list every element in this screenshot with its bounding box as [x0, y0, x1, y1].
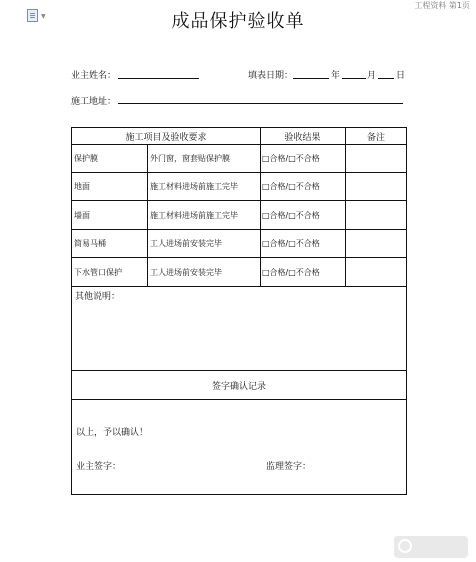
row-item: 墙面	[74, 211, 90, 220]
fill-date-label: 填表日期：	[248, 71, 294, 81]
row-requirement: 工人进场前安装完毕	[150, 268, 222, 277]
other-notes-label: 其他说明：	[75, 292, 121, 302]
header-result: 验收结果	[284, 133, 321, 143]
row-result-checkbox[interactable]: □合格/□不合格	[262, 211, 320, 220]
header-item-requirement: 施工项目及验收要求	[125, 133, 207, 143]
day-field[interactable]	[378, 78, 394, 79]
header-remark: 备注	[366, 133, 385, 143]
row-requirement: 施工材料进场前施工完毕	[150, 211, 238, 220]
day-label: 日	[396, 71, 406, 81]
row-result-checkbox[interactable]: □合格/□不合格	[262, 154, 320, 163]
row-result-checkbox[interactable]: □合格/□不合格	[262, 268, 320, 277]
row-requirement: 工人进场前安装完毕	[150, 239, 222, 248]
year-field[interactable]	[293, 78, 329, 79]
row-item: 地面	[74, 182, 90, 191]
corner-page-label: 工程资料 第1页	[414, 1, 470, 10]
owner-name-label: 业主姓名：	[71, 71, 117, 81]
sign-section-title: 签字确认记录	[211, 382, 266, 392]
row-result-checkbox[interactable]: □合格/□不合格	[262, 239, 320, 248]
site-address-field[interactable]	[118, 103, 403, 104]
row-requirement: 外门窗，窗套贴保护膜	[150, 154, 230, 163]
owner-name-field[interactable]	[118, 78, 199, 79]
row-requirement: 施工材料进场前施工完毕	[150, 182, 238, 191]
row-item: 简易马桶	[74, 239, 106, 248]
row-item: 保护膜	[74, 154, 98, 163]
month-field[interactable]	[342, 78, 366, 79]
owner-sign-label: 业主签字：	[76, 462, 122, 472]
site-address-label: 施工地址：	[71, 97, 117, 107]
row-item: 下水管口保护	[74, 268, 122, 277]
watermark-logo	[394, 536, 468, 558]
confirm-text: 以上，予以确认！	[76, 428, 149, 438]
acceptance-table	[71, 127, 407, 495]
page-title: 成品保护验收单	[171, 11, 305, 32]
supervisor-sign-label: 监理签字：	[266, 462, 312, 472]
row-result-checkbox[interactable]: □合格/□不合格	[262, 182, 320, 191]
year-label: 年	[331, 71, 341, 81]
month-label: 月	[367, 71, 377, 81]
chevron-down-icon[interactable]: ▼	[41, 13, 46, 20]
